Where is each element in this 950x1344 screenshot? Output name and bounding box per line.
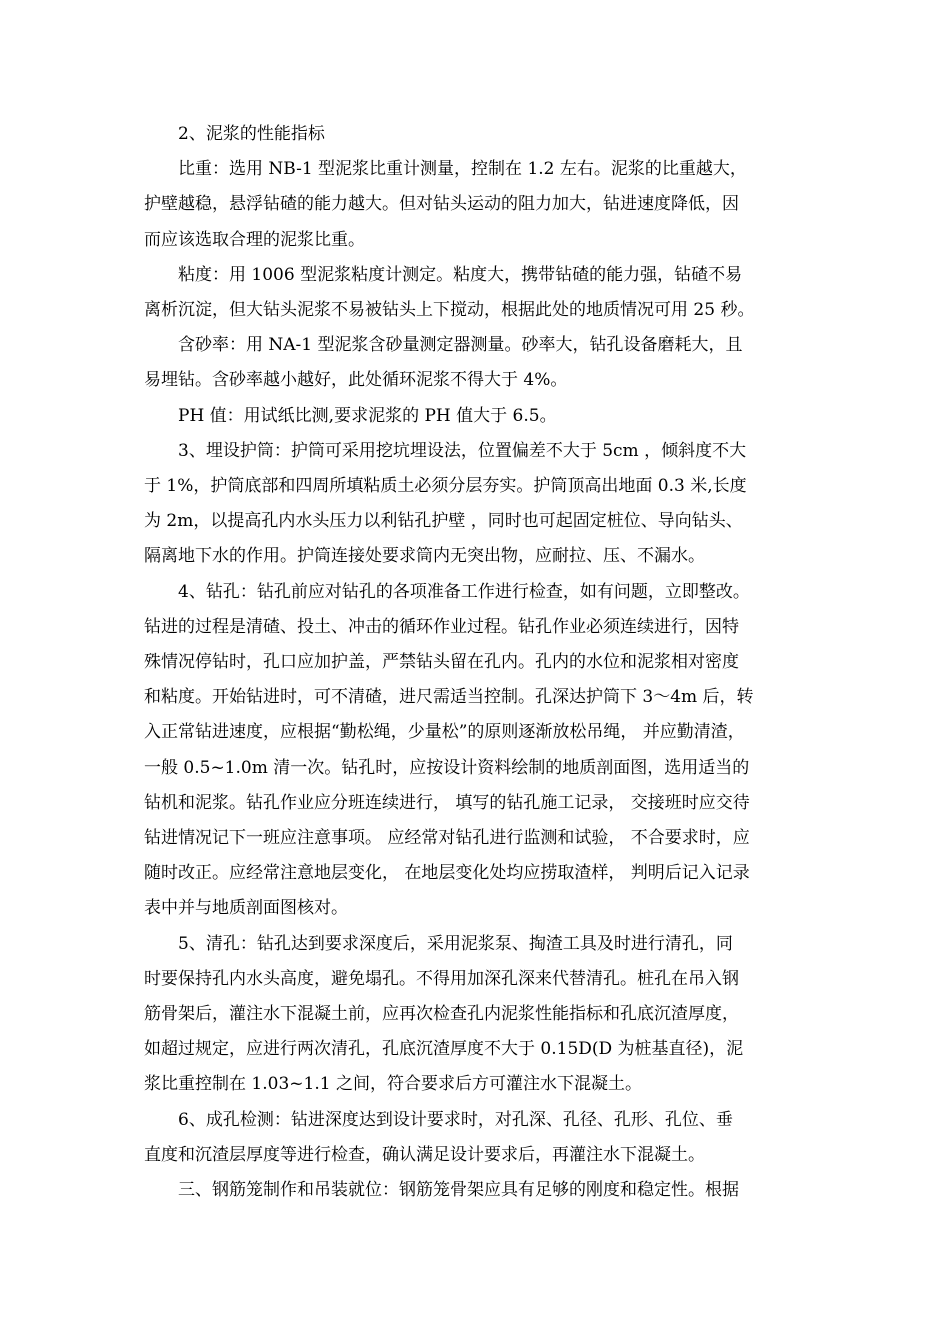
text-line: PH 值：用试纸比测,要求泥浆的 PH 值大于 6.5。 — [178, 405, 557, 426]
text-line: 6、成孔检测：钻进深度达到设计要求时，对孔深、孔径、孔形、孔位、垂 — [178, 1109, 733, 1130]
text-line: 2、泥浆的性能指标 — [178, 124, 325, 144]
text-line: 护壁越稳，悬浮钻碴的能力越大。但对钻头运动的阻力加大，钻进速度降低，因 — [144, 194, 739, 215]
paragraph-casing — [144, 434, 808, 575]
paragraph-mud-indicators-heading — [144, 117, 808, 152]
paragraph-hole-inspection — [144, 1103, 808, 1173]
text-line: 离析沉淀，但大钻头泥浆不易被钻头上下搅动，根据此处的地质情况可用 25 秒。 — [144, 300, 755, 321]
text-line: 钻机和泥浆。钻孔作业应分班连续进行， 填写的钻孔施工记录， 交接班时应交待 — [144, 792, 750, 813]
text-line: 表中并与地质剖面图核对。 — [144, 898, 348, 919]
paragraph-sand-content — [144, 328, 808, 398]
document-body — [144, 117, 808, 1208]
text-line: 3、埋设护筒：护筒可采用挖坑埋设法，位置偏差不大于 5cm ，倾斜度不大 — [178, 440, 747, 461]
text-line: 而应该选取合理的泥浆比重。 — [144, 229, 365, 250]
text-line: 殊情况停钻时，孔口应加护盖，严禁钻头留在孔内。孔内的水位和泥浆相对密度 — [144, 652, 739, 673]
text-line: 如超过规定，应进行两次清孔，孔底沉渣厚度不大于 0.15D(D 为桩基直径)，泥 — [144, 1039, 744, 1060]
text-line: 于 1%，护筒底部和四周所填粘质土必须分层夯实。护筒顶高出地面 0.3 米,长度 — [144, 476, 747, 497]
text-line: 直度和沉渣层厚度等进行检查，确认满足设计要求后，再灌注水下混凝土。 — [144, 1144, 705, 1165]
paragraph-rebar-cage — [144, 1173, 808, 1208]
text-line: 三、钢筋笼制作和吊装就位：钢筋笼骨架应具有足够的刚度和稳定性。根据 — [178, 1180, 739, 1201]
text-line: 筋骨架后，灌注水下混凝土前，应再次检查孔内泥浆性能指标和孔底沉渣厚度， — [144, 1004, 739, 1025]
text-line: 入正常钻进速度，应根据“勤松绳，少量松”的原则逐渐放松吊绳， 并应勤清渣， — [144, 722, 745, 743]
text-line: 4、钻孔：钻孔前应对钻孔的各项准备工作进行检查，如有问题，立即整改。 — [178, 581, 750, 602]
paragraph-viscosity — [144, 258, 808, 328]
text-line: 5、清孔：钻孔达到要求深度后，采用泥浆泵、掏渣工具及时进行清孔，同 — [178, 933, 733, 954]
text-line: 浆比重控制在 1.03~1.1 之间，符合要求后方可灌注水下混凝土。 — [144, 1074, 642, 1095]
paragraph-hole-cleaning — [144, 927, 808, 1103]
text-line: 为 2m，以提高孔内水头压力以利钻孔护壁 ，同时也可起固定桩位、导向钻头、 — [144, 511, 743, 532]
text-line: 钻进情况记下一班应注意事项。 应经常对钻孔进行监测和试验， 不合要求时，应 — [144, 828, 750, 849]
paragraph-ph-value — [144, 399, 808, 434]
text-line: 一般 0.5~1.0m 清一次。钻孔时，应按设计资料绘制的地质剖面图，选用适当的 — [144, 757, 750, 778]
text-line: 时要保持孔内水头高度，避免塌孔。不得用加深孔深来代替清孔。桩孔在吊入钢 — [144, 968, 739, 989]
text-line: 粘度：用 1006 型泥浆粘度计测定。粘度大，携带钻碴的能力强，钻碴不易 — [178, 264, 743, 285]
paragraph-drilling — [144, 575, 808, 927]
text-line: 比重：选用 NB-1 型泥浆比重计测量，控制在 1.2 左右。泥浆的比重越大， — [178, 159, 747, 180]
text-line: 隔离地下水的作用。护筒连接处要求筒内无突出物，应耐拉、压、不漏水。 — [144, 546, 705, 567]
text-line: 易埋钻。含砂率越小越好，此处循环泥浆不得大于 4%。 — [144, 370, 568, 391]
text-line: 随时改正。应经常注意地层变化， 在地层变化处均应捞取渣样， 判明后记入记录 — [144, 863, 750, 884]
text-line: 钻进的过程是清碴、投土、冲击的循环作业过程。钻孔作业必须连续进行，因特 — [144, 616, 739, 637]
paragraph-specific-gravity — [144, 152, 808, 258]
text-line: 和粘度。开始钻进时，可不清碴，进尺需适当控制。孔深达护筒下 3～4m 后，转 — [144, 687, 754, 708]
text-line: 含砂率：用 NA-1 型泥浆含砂量测定器测量。砂率大，钻孔设备磨耗大，且 — [178, 335, 743, 356]
